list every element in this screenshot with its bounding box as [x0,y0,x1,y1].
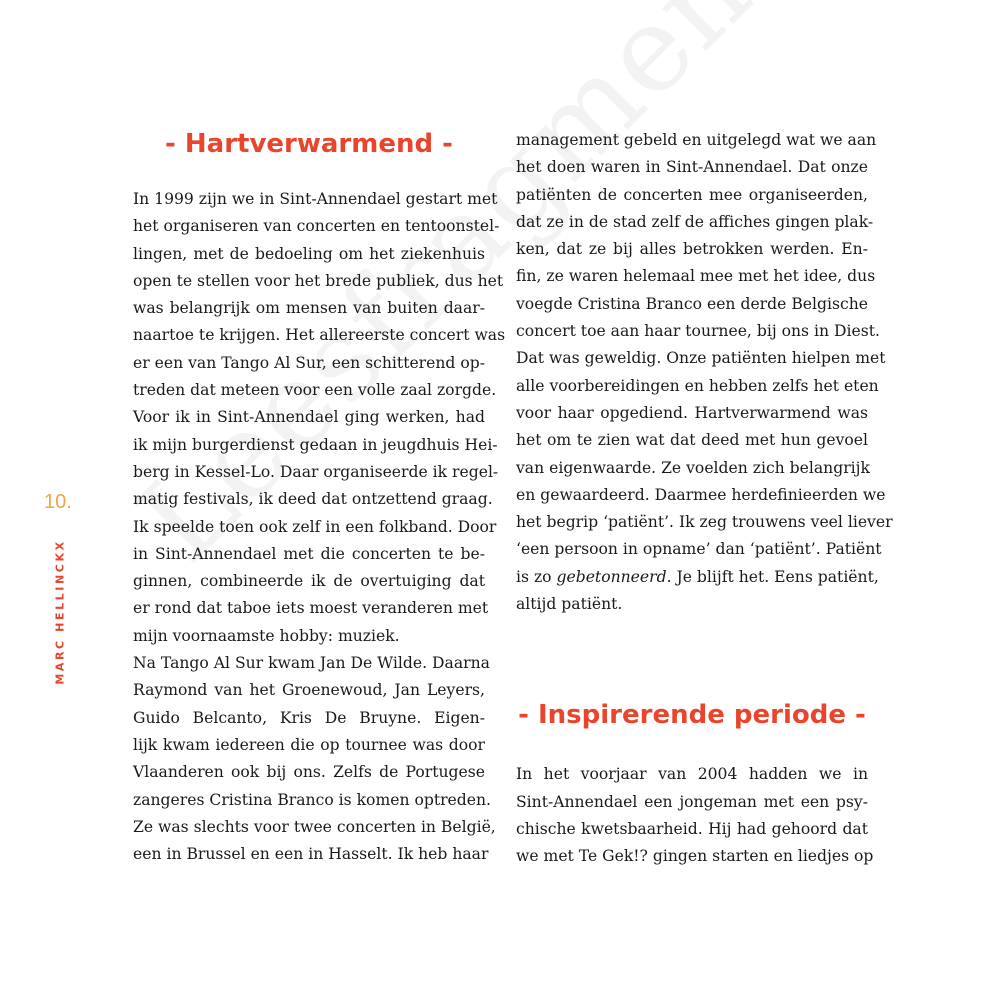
text-line: het begrip ‘patiënt’. Ik zeg trouwens veel liever [516,513,893,532]
text-line: een in Brussel en een in Hasselt. Ik heb haar [133,845,489,864]
text-line: van eigenwaarde. Ze voelden zich belangrijk [516,458,870,477]
text-line: het om te zien wat dat deed met hun gevoel [516,431,868,450]
text-line: het organiseren van concerten en tentoonstel- [133,217,500,236]
text-line: Voor ik in Sint-Annendael ging werken, had [133,408,485,427]
text-line: Raymond van het Groenewoud, Jan Leyers, [133,681,485,700]
right-body-text-top [516,127,893,618]
text-line: dat ze in de stad zelf de affiches gingen plak- [516,212,874,231]
text-line: zangeres Cristina Branco is komen optreden. [133,790,491,809]
running-author: MARC HELLINCKX [53,539,67,685]
right-column [516,127,893,871]
text-line: in Sint-Annendael met die concerten te be- [133,544,485,563]
text-line: er rond dat taboe iets moest veranderen met [133,599,489,618]
text-line: mijn voornaamste hobby: muziek. [133,626,400,645]
text-line: ken, dat ze bij alles betrokken werden. En- [516,240,868,259]
text-line: management gebeld en uitgelegd wat we aan [516,131,877,149]
left-column [133,120,506,868]
text-line: fin, ze waren helemaal mee met het idee, dus [516,267,876,286]
text-line: In het voorjaar van 2004 hadden we in [516,765,868,784]
text-line: we met Te Gek!? gingen starten en liedjes op [516,847,874,866]
text-line: er een van Tango Al Sur, een schitterend op- [133,353,485,372]
text-line: voegde Cristina Branco een derde Belgische [516,294,868,313]
section-heading-inspirerende-periode: - Inspirerende periode - [518,700,866,731]
text-line: het doen waren in Sint-Annendael. Dat onze [516,158,868,177]
text-line: ik mijn burgerdienst gedaan in jeugdhuis Hei- [133,435,498,454]
text-line: Na Tango Al Sur kwam Jan De Wilde. Daarna [133,654,490,673]
heading-wrapper [516,691,868,739]
text-line: altijd patiënt. [516,595,623,614]
emphasis: gebetonneerd [556,567,667,586]
section-heading-hartverwarmend: - Hartverwarmend - [165,129,453,159]
right-body-text-bottom [516,761,874,870]
text-line: naartoe te krijgen. Het allereerste concert was [133,326,506,345]
text-line: treden dat meteen voor een volle zaal zorgde. [133,381,497,400]
text-line: voor haar opgediend. Hartverwarmend was [516,403,868,422]
left-body-text [133,186,506,868]
text-line: concert toe aan haar tournee, bij ons in Diest. [516,322,880,341]
text-line: ginnen, combineerde ik de overtuiging dat [133,572,485,591]
text-line: lijk kwam iedereen die op tournee was door [133,735,485,754]
text-line: ‘een persoon in opname’ dan ‘patiënt’. Patiënt [516,540,882,559]
text-line: In 1999 zijn we in Sint-Annendael gestart met [133,190,498,208]
page-number: 10. [44,491,72,513]
text-line: Sint-Annendael een jongeman met een psy- [516,792,868,811]
text-line: lingen, met de bedoeling om het ziekenhuis [133,244,485,263]
text-line: Vlaanderen ook bij ons. Zelfs de Portugese [133,763,485,782]
text-line: Dat was geweldig. Onze patiënten hielpen met [516,349,886,368]
text-line: open te stellen voor het brede publiek, dus het [133,271,504,290]
text-line: en gewaardeerd. Daarmee herdefinieerden we [516,485,886,504]
text-line: was belangrijk om mensen van buiten daar- [133,299,485,318]
text-line: alle voorbereidingen en hebben zelfs het eten [516,376,879,395]
text-line: Ze was slechts voor twee concerten in België, [133,817,496,836]
text-line: matig festivals, ik deed dat ontzettend graag. [133,490,493,509]
text-line: Ik speelde toen ook zelf in een folkband. Door [133,517,497,536]
text-line: Guido Belcanto, Kris De Bruyne. Eigen- [133,708,485,727]
text-line: chische kwetsbaarheid. Hij had gehoord dat [516,819,868,838]
text-line: berg in Kessel-Lo. Daar organiseerde ik regel- [133,462,499,481]
text-line: patiënten de concerten mee organiseerden, [516,185,868,204]
text-line: is zo gebetonneerd. Je blijft het. Eens patiënt, [516,567,879,586]
